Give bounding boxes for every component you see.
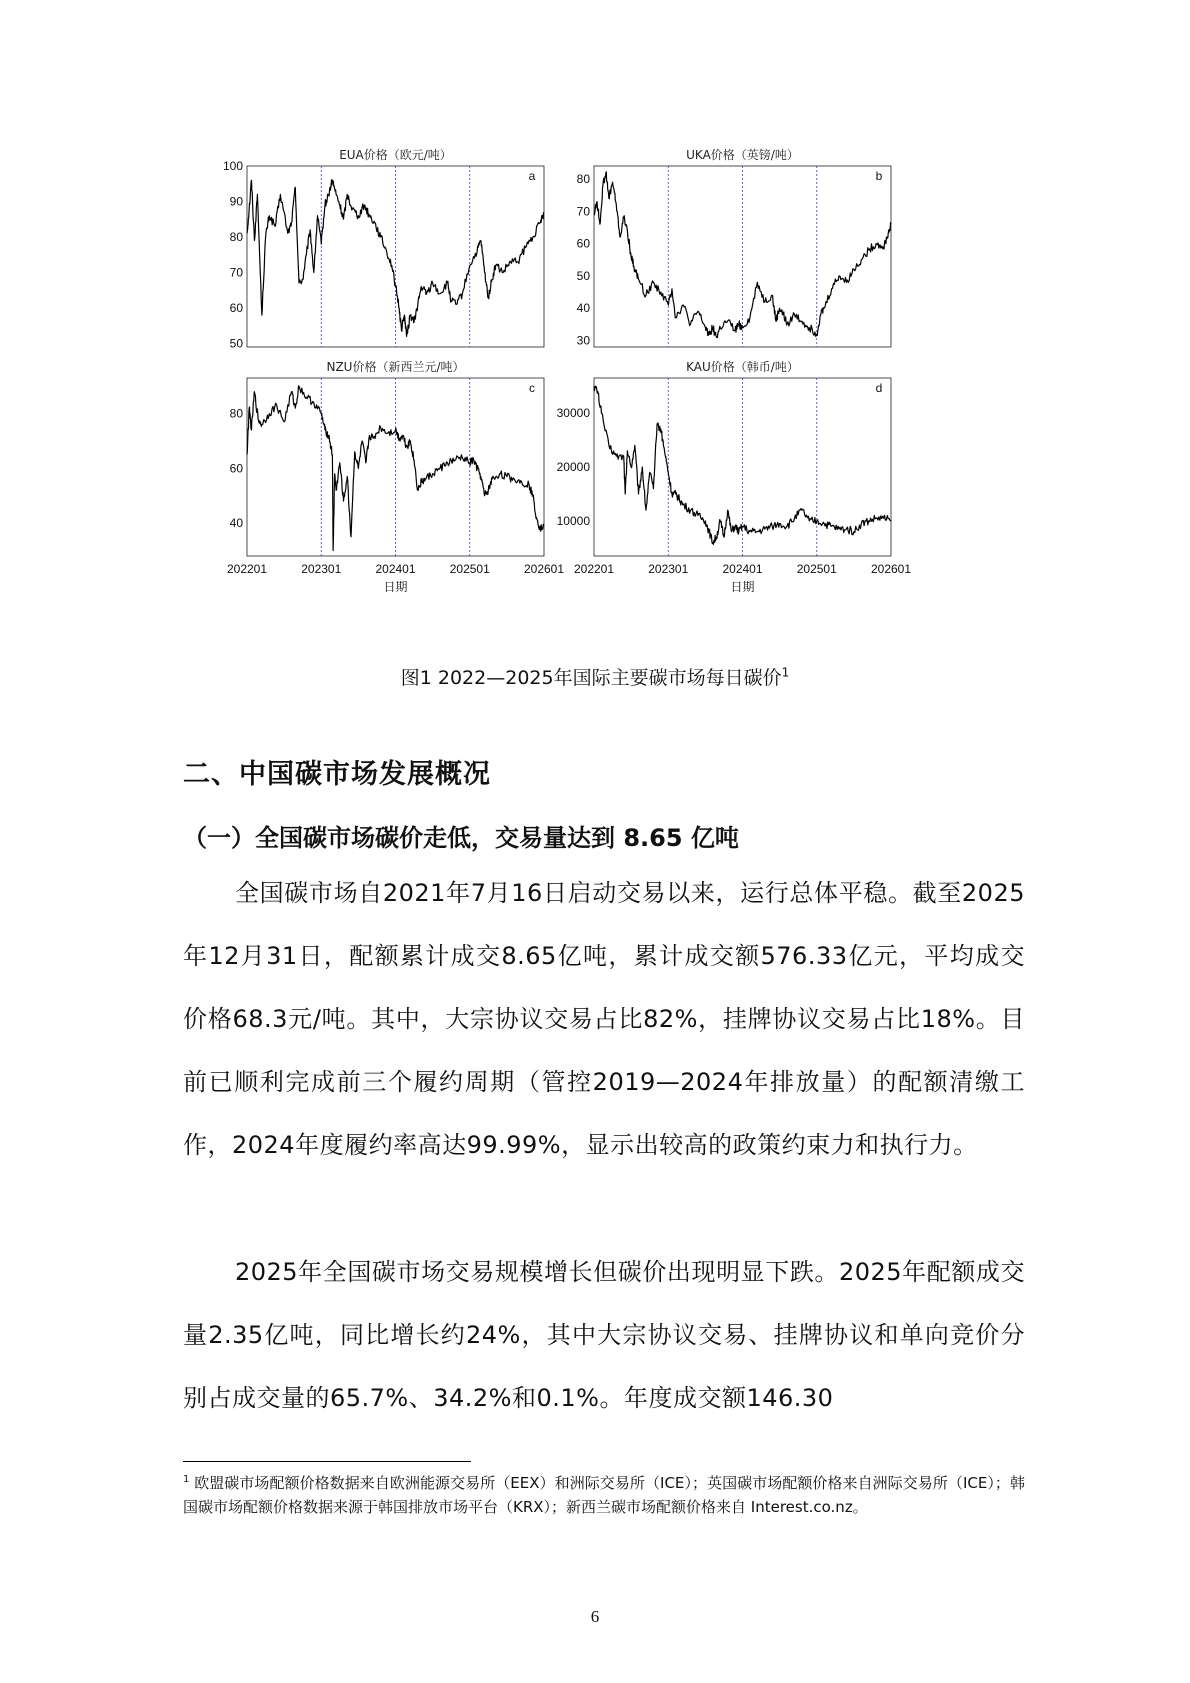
panel-label: b [875,169,883,183]
footnote [183,1468,1025,1519]
y-tick-label: 30000 [556,406,590,421]
y-tick-label: 40 [576,301,590,316]
x-tick-label: 202401 [375,562,416,576]
y-tick-label: 50 [576,268,590,283]
x-tick-label: 202201 [573,562,615,576]
y-tick-label: 70 [576,204,590,219]
panel-title: UKA价格（英镑/吨） [686,148,799,162]
price-series-line [594,386,891,544]
x-tick-label: 202301 [301,562,342,576]
y-tick-label: 70 [229,265,243,280]
footnote-text: 欧盟碳市场配额价格数据来自欧洲能源交易所（EEX）和洲际交易所（ICE）；英国碳市场配额价格来自洲际交易所（ICE）；韩国碳市场配额价格数据来源于韩国排放市场平台（KRX）；新西兰碳市场配额价格来自 Interest.co.nz。 [183,1474,1025,1516]
panel-title: EUA价格（欧元/吨） [339,148,452,162]
y-tick-label: 60 [229,300,243,315]
y-tick-label: 10000 [556,513,590,528]
panel-title: KAU价格（韩币/吨） [686,360,799,374]
x-tick-label: 202501 [796,562,837,576]
y-tick-label: 80 [229,229,243,244]
y-tick-label: 20000 [556,460,590,474]
carbon-price-figure [222,148,965,638]
figure-caption [0,663,1190,690]
x-tick-label: 202201 [226,562,268,576]
y-tick-label: 100 [222,159,243,173]
page-number: 6 [590,1607,600,1626]
y-tick-label: 50 [229,336,243,351]
x-tick-label: 202401 [722,562,763,576]
y-tick-label: 40 [229,516,243,531]
x-tick-label: 202301 [648,562,689,576]
y-tick-label: 80 [229,406,243,421]
carbon-price-charts [222,148,965,638]
x-tick-label: 202601 [870,562,912,576]
footnote-marker: 1 [183,1474,190,1485]
panel-label: d [875,381,883,395]
footnote-ref[interactable]: 1 [781,665,790,680]
y-tick-label: 80 [576,171,590,186]
footnote-divider [183,1461,471,1462]
x-tick-label: 202501 [449,562,490,576]
subsection-heading: （一）全国碳市场碳价走低，交易量达到 8.65 亿吨 [183,824,739,852]
paragraph-2: 2025年全国碳市场交易规模增长但碳价出现明显下跌。2025年配额成交量2.35亿吨，同比增长约24%，其中大宗协议交易、挂牌协议和单向竞价分别占成交量的65.7%、34.2%和0.1%。年度成交额146.30 [183,1258,1025,1412]
y-tick-label: 60 [576,236,590,251]
x-axis-label: 日期 [730,580,755,594]
x-axis-label: 日期 [383,580,408,594]
y-tick-label: 60 [229,461,243,476]
figure-caption-text: 图1 2022—2025年国际主要碳市场每日碳价 [400,667,782,689]
x-tick-label: 202601 [523,562,565,576]
panel-label: a [528,169,536,183]
panel-title: NZU价格（新西兰元/吨） [326,360,465,374]
y-tick-label: 30 [576,333,590,348]
section-heading: 二、中国碳市场发展概况 [183,759,491,790]
panel-label: c [529,381,535,395]
y-tick-label: 90 [229,194,243,209]
paragraph-1: 全国碳市场自2021年7月16日启动交易以来，运行总体平稳。截至2025年12月31日，配额累计成交8.65亿吨，累计成交额576.33亿元，平均成交价格68.3元/吨。其中，大宗协议交易占比82%，挂牌协议交易占比18%。目前已顺利完成前三个履约周期（管控2019—2024年排放量）的配额清缴工作，2024年度履约率高达99.99%，显示出较高的政策约束力和执行力。 [183,879,1025,1159]
